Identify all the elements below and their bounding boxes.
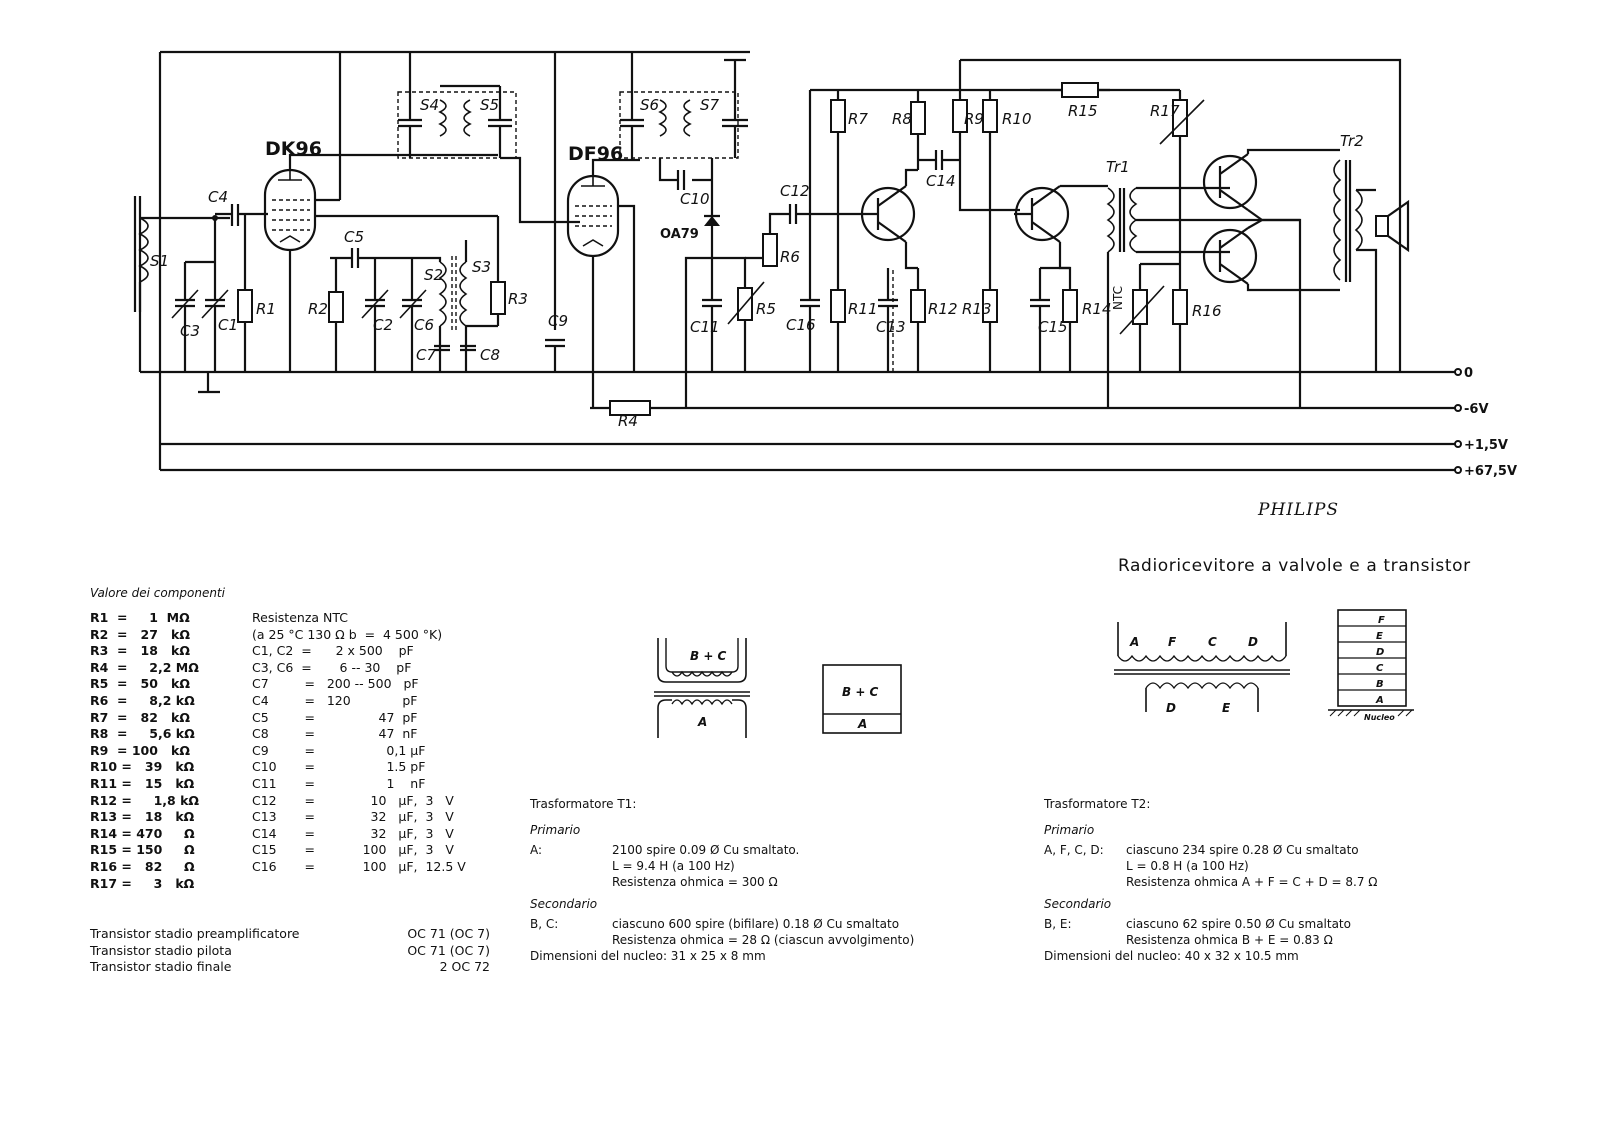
svg-text:B + C: B + C	[690, 649, 727, 663]
transformer1-winding-diagram	[652, 638, 752, 738]
svg-text:R12: R12	[928, 300, 958, 318]
list-item: R11 = 15 kΩ	[90, 775, 195, 791]
svg-text:E: E	[1222, 701, 1231, 715]
list-item: R2 = 27 kΩ	[90, 626, 190, 642]
svg-text:C8: C8	[480, 346, 501, 364]
transistor-list	[90, 926, 490, 976]
supply-rails	[140, 52, 1461, 473]
svg-text:S3: S3	[472, 258, 492, 276]
svg-text:R16: R16	[1192, 302, 1222, 320]
page-subtitle: Radioricevitore a valvole e a transistor	[1118, 556, 1471, 576]
svg-text:S5: S5	[480, 96, 500, 114]
svg-text:C1: C1	[218, 316, 239, 334]
svg-text:C12: C12	[780, 182, 810, 200]
rail-67v5-label: +67,5V	[1464, 464, 1518, 479]
svg-text:D: D	[1376, 647, 1385, 658]
svg-text:F: F	[1378, 615, 1385, 626]
list-item: R17 = 3 kΩ	[90, 875, 195, 891]
svg-text:R11: R11	[848, 300, 878, 318]
svg-text:R14: R14	[1082, 300, 1112, 318]
list-item: C12 = 10 µF, 3 V	[252, 792, 454, 808]
svg-text:R17: R17	[1150, 102, 1180, 120]
list-item: R4 = 2,2 MΩ	[90, 659, 199, 675]
svg-text:S7: S7	[700, 96, 720, 114]
if-transformer-s6-s7	[620, 52, 748, 190]
svg-text:NTC: NTC	[1111, 286, 1125, 310]
list-item: Transistor stadio finale 2 OC 72	[90, 959, 490, 975]
transformer1-title: Trasformatore T1:	[530, 797, 637, 811]
transformer1-specs: Trasformatore T1: Primario A: 2100 spire 0.09 Ø Cu smaltato. L = 9.4 H (a 100 Hz) Resistenza ohmica = 300 Ω Secondario B, C: ciascuno 600 spire (bifilare) 0.18 Ø Cu smaltato Resistenza ohmica = 28 Ω (ciascun avvolgimento) Dimensioni del nucleo: 31 x 25 x 8 mm	[530, 796, 990, 964]
svg-text:R5: R5	[756, 300, 776, 318]
svg-text:A: A	[858, 717, 868, 731]
list-item: R15 = 150 Ω	[90, 842, 195, 858]
svg-text:C11: C11	[690, 318, 720, 336]
svg-text:C14: C14	[926, 172, 956, 190]
list-item: C16 = 100 µF, 12.5 V	[252, 858, 466, 874]
transistor-driver	[1014, 186, 1078, 268]
svg-text:F: F	[1168, 635, 1177, 649]
list-item: C4 = 120 pF	[252, 692, 418, 708]
svg-text:D: D	[1166, 701, 1176, 715]
circuit-schematic	[0, 0, 1600, 500]
svg-text:C: C	[1208, 635, 1217, 649]
tube-dk96-label: DK96	[265, 138, 322, 160]
svg-text:C10: C10	[680, 190, 710, 208]
list-item: C5 = 47 pF	[252, 709, 418, 725]
svg-text:R6: R6	[780, 248, 800, 266]
list-item: R12 = 1,8 kΩ	[90, 792, 200, 808]
transformer2-winding-diagram	[1112, 622, 1292, 722]
list-item: R8 = 5,6 kΩ	[90, 726, 195, 742]
svg-text:A: A	[698, 715, 708, 729]
svg-text:A: A	[1376, 695, 1384, 706]
svg-text:Nucleo: Nucleo	[1364, 713, 1395, 722]
svg-text:S2: S2	[424, 266, 444, 284]
rail-minus6-label: -6V	[1464, 402, 1489, 417]
list-item: R10 = 39 kΩ	[90, 759, 195, 775]
svg-text:C4: C4	[208, 188, 229, 206]
list-item: R9 = 100 kΩ	[90, 742, 190, 758]
transformer2-stack-diagram	[1318, 606, 1418, 736]
svg-text:R4: R4	[618, 412, 638, 430]
list-item: C7 = 200 -- 500 pF	[252, 676, 419, 692]
rail-0-label: 0	[1464, 366, 1474, 381]
svg-text:C2: C2	[373, 316, 394, 334]
list-item: R5 = 50 kΩ	[90, 676, 190, 692]
svg-text:R2: R2	[308, 300, 328, 318]
transformer2-specs: Trasformatore T2: Primario A, F, C, D: ciascuno 234 spire 0.28 Ø Cu smaltato L = 0.8 H (a 100 Hz) Resistenza ohmica A + F = C + D = 8.7 Ω Secondario B, E: ciascuno 62 spire 0.50 Ø Cu smaltato Resistenza ohmica B + E = 0.83 Ω Dimensioni del nucleo: 40 x 32 x 10.5 mm	[1044, 796, 1514, 964]
svg-text:R8: R8	[892, 110, 912, 128]
list-item: R14 = 470 Ω	[90, 825, 195, 841]
svg-text:E: E	[1376, 631, 1383, 642]
svg-text:R7: R7	[848, 110, 868, 128]
list-item: C1, C2 = 2 x 500 pF	[252, 643, 414, 659]
svg-text:R3: R3	[508, 290, 528, 308]
list-item: C9 = 0,1 µF	[252, 742, 426, 758]
svg-text:C9: C9	[548, 312, 569, 330]
resistor-list	[90, 610, 199, 892]
transformer-tr2	[1334, 160, 1408, 372]
transformer2-title: Trasformatore T2:	[1044, 797, 1151, 811]
if-transformer-s4-s5	[398, 52, 580, 222]
list-item: (a 25 °C 130 Ω b = 4 500 °K)	[252, 626, 443, 642]
list-item: R6 = 8,2 kΩ	[90, 692, 195, 708]
svg-text:D: D	[1248, 635, 1258, 649]
list-item: C13 = 32 µF, 3 V	[252, 809, 454, 825]
list-item: R7 = 82 kΩ	[90, 709, 190, 725]
svg-text:C: C	[1376, 663, 1384, 674]
rail-1v5-label: +1,5V	[1464, 438, 1508, 453]
svg-text:B: B	[1376, 679, 1384, 690]
tuning-capacitors-c1-c3	[172, 215, 228, 392]
list-item: R13 = 18 kΩ	[90, 809, 195, 825]
diode-label: OA79	[660, 227, 699, 242]
svg-text:C3: C3	[180, 322, 201, 340]
svg-text:Tr2: Tr2	[1340, 132, 1364, 150]
list-item: C8 = 47 nF	[252, 726, 418, 742]
list-item: R3 = 18 kΩ	[90, 643, 190, 659]
list-item: C11 = 1 nF	[252, 775, 426, 791]
list-item: Transistor stadio pilota OC 71 (OC 7)	[90, 942, 490, 958]
svg-text:C13: C13	[876, 318, 906, 336]
svg-text:R9: R9	[964, 110, 984, 128]
svg-text:C5: C5	[344, 228, 365, 246]
list-item: C15 = 100 µF, 3 V	[252, 842, 454, 858]
transistor-preamp	[860, 170, 918, 268]
capacitor-list	[252, 610, 466, 876]
list-item: C14 = 32 µF, 3 V	[252, 825, 454, 841]
list-item: Transistor stadio preamplificatore OC 71 (OC 7)	[90, 926, 490, 941]
svg-text:A: A	[1130, 635, 1140, 649]
svg-text:C7: C7	[416, 346, 437, 364]
svg-text:R13: R13	[962, 300, 992, 318]
svg-text:S4: S4	[420, 96, 440, 114]
svg-text:R1: R1	[256, 300, 276, 318]
list-item: C10 = 1.5 pF	[252, 759, 426, 775]
svg-text:S6: S6	[640, 96, 660, 114]
svg-text:C16: C16	[786, 316, 816, 334]
svg-text:S1: S1	[150, 252, 170, 270]
svg-text:C15: C15	[1038, 318, 1068, 336]
brand-name: PHILIPS	[1258, 500, 1340, 520]
svg-text:C6: C6	[414, 316, 435, 334]
components-heading: Valore dei componenti	[90, 586, 225, 600]
list-item: C3, C6 = 6 -- 30 pF	[252, 659, 412, 675]
transformer1-stack-diagram	[822, 664, 902, 734]
list-item: R1 = 1 MΩ	[90, 610, 190, 625]
svg-text:R15: R15	[1068, 102, 1098, 120]
list-item: Resistenza NTC	[252, 610, 349, 625]
svg-text:Tr1: Tr1	[1106, 158, 1130, 176]
tube-df96	[568, 160, 640, 408]
svg-text:R10: R10	[1002, 110, 1032, 128]
svg-text:B + C: B + C	[842, 685, 879, 699]
tube-df96-label: DF96	[568, 143, 624, 165]
list-item: R16 = 82 Ω	[90, 858, 195, 874]
